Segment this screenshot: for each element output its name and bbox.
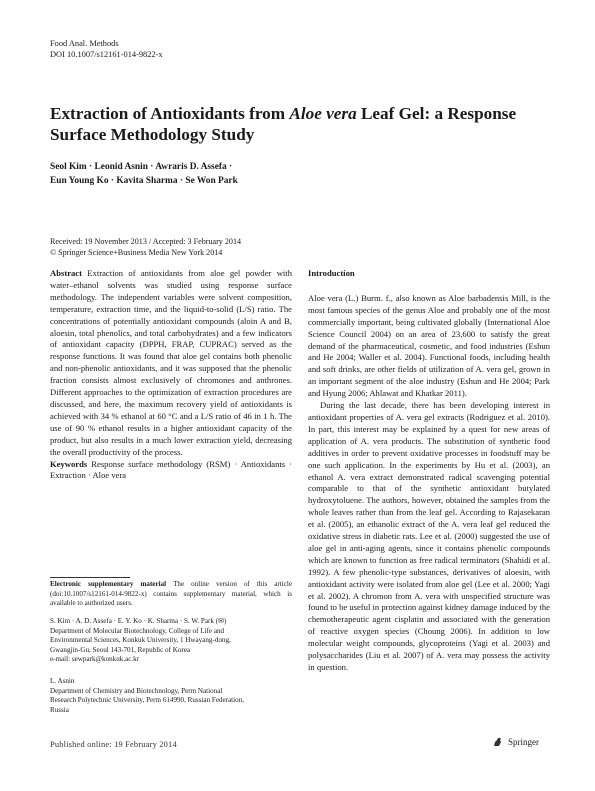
abstract-text: Extraction of antioxidants from aloe gel powder with water–ethanol solvents was studied using response surface methodology. The independent variables were solvent composition, temperature, extraction time, and the liquid-to-solid (L/S) ratio. The concentrations of potentially antioxidant compounds (aloin A and B, aloesin, total phenolics, and total carbohydrates) and a few indicators of antioxidant capacity (DPPH, FRAP, CUPRAC) served as the response functions. It was found that aloe gel contains both phenolic and non-phenolic antioxidants, and it was supposed that the phenolic fraction consists almost exclusively of chromones and anthrones. Different approaches to the optimization of extraction procedures are discussed, and here, the maximum recovery yield of antioxidants is achieved with 34 % ethanol at 60 °C and a L/S ratio of 46 in 1 h. The use of 90 % ethanol results in a higher antioxidant capacity of the product, but also results in a much lower extraction yield, decreasing the overall productivity of the process. — [50, 268, 292, 457]
authors-line1: Seol Kim · Leonid Asnin · Awraris D. Assefa · — [50, 162, 233, 172]
copyright: © Springer Science+Business Media New York 2014 — [50, 248, 223, 257]
intro-heading: Introduction — [308, 268, 355, 278]
author-list — [50, 160, 350, 188]
title-part2: Leaf Gel: a Response Surface Methodology Study — [50, 104, 517, 144]
esm-text: The online version of this article (doi:10.1007/s12161-014-9822-x) contains supplementary material, which is available to authorized users. — [50, 580, 293, 608]
esm-note — [50, 580, 292, 609]
aff1-line1: Department of Molecular Biotechnology, College of Life and — [50, 626, 225, 635]
affiliation-2 — [50, 677, 292, 715]
aff2-line1: Department of Chemistry and Biotechnology, Perm National — [50, 686, 223, 695]
title-part1: Extraction of Antioxidants from — [50, 104, 290, 123]
aff2-name: L. Asnin — [50, 677, 75, 685]
abstract-heading: Abstract — [50, 268, 82, 278]
journal-header — [50, 38, 163, 60]
keywords-heading: Keywords — [50, 458, 88, 469]
keywords — [50, 459, 292, 483]
published-online: Published online: 19 February 2014 — [50, 740, 177, 749]
springer-name: Springer — [508, 737, 539, 747]
keywords-text: Response surface methodology (RSM) · Antioxidants · Extraction · Aloe vera — [50, 458, 293, 481]
received-dates: Received: 19 November 2013 / Accepted: 3 February 2014 — [50, 237, 242, 246]
abstract — [50, 268, 292, 459]
esm-heading: Electronic supplementary material — [50, 580, 167, 588]
aff2-line3: Russia — [50, 705, 69, 714]
springer-horse-icon — [492, 736, 504, 748]
journal-name: Food Anal. Methods — [50, 39, 119, 48]
received-info — [50, 236, 241, 258]
authors-line2: Eun Young Ko · Kavita Sharma · Se Won Park — [50, 176, 238, 186]
paper-title — [50, 103, 545, 145]
footnote-divider — [50, 577, 130, 578]
aff1-email[interactable]: e-mail: sewpark@konkuk.ac.kr — [50, 655, 140, 664]
intro-paragraph-1: Aloe vera (L.) Burm. f., also known as Aloe barbadensis Mill, is the most famous species of the genus Aloe and probably one of the most commercially important, being cultivated globally (International Aloe Science Council 2004) on an area of 23,600 to satisfy the great demand of the pharmaceutical, cosmetic, and food industries (Eshun and He 2004; Waller et al. 2004). Functional foods, including health and soft drinks, are other fields of utilization of A. vera gel, grown in an important segment of the aloe industry (Eshun and He 2004; Park and Hyung 2006; Ahlawat and Khatkar 2011). — [308, 292, 550, 399]
aff2-line2: Research Polytechnic University, Perm 614990, Russian Federation, — [50, 696, 244, 705]
intro-paragraph-2: During the last decade, there has been developing interest in antioxidant properties of A. vera gel extracts (Rodriguez et al. 2010). In part, this interest may be explained by a quest for new areas of application of A. vera products. The substitution of synthetic food additives in order to prevent oxidative processes in foodstuff may be one such application. In the experiments by Hu et al. (2003), an ethanol A. vera extract demonstrated radical scavenging potential comparable to that of the synthetic antioxidant butylated hydroxytoluene. The authors, however, obtained the samples from the whole leaves rather than from the leaf gel. According to Rajasekaran et al. (2005), an ethanolic extract of the A. vera leaf gel reduced the oxidative stress in diabetic rats. Lee et al. (2000) suggested the use of aloe gel in anti-aging agents, since it contains phenolic compounds which are known to function as free radical terminators (Shahidi et al. 1992). A few phenolic-type substances, derivatives of aloesin, with antioxidant activity were isolated from aloe gel (Lee et al. 2000; Yagi et al. 2002). A chromon from A. vera with unspecified structure was found to be useful in protection against kidney damage induced by the chemotherapeutic agent cisplatin and associated with the generation of reactive oxygen species (Choung 2006). In addition to low molecular weight compounds, glycoproteins (Yagi et al. 2003) and polysaccharides (Liu et al. 2007) of A. vera may possess the activity in question. — [308, 400, 550, 672]
affiliation-1 — [50, 617, 292, 665]
springer-logo — [492, 736, 539, 748]
left-column — [50, 268, 292, 482]
aff1-line2: Environmental Sciences, Konkuk University, 1 Hwayang-dong, — [50, 636, 231, 645]
right-column — [308, 268, 550, 674]
aff1-names: S. Kim · A. D. Assefa · E. Y. Ko · K. Sharma · S. W. Park (✉) — [50, 617, 227, 625]
aff1-line3: Gwangjin-Gu, Seoul 143-701, Republic of Korea — [50, 645, 191, 654]
title-italic: Aloe vera — [289, 104, 357, 123]
doi: DOI 10.1007/s12161-014-9822-x — [50, 50, 163, 59]
